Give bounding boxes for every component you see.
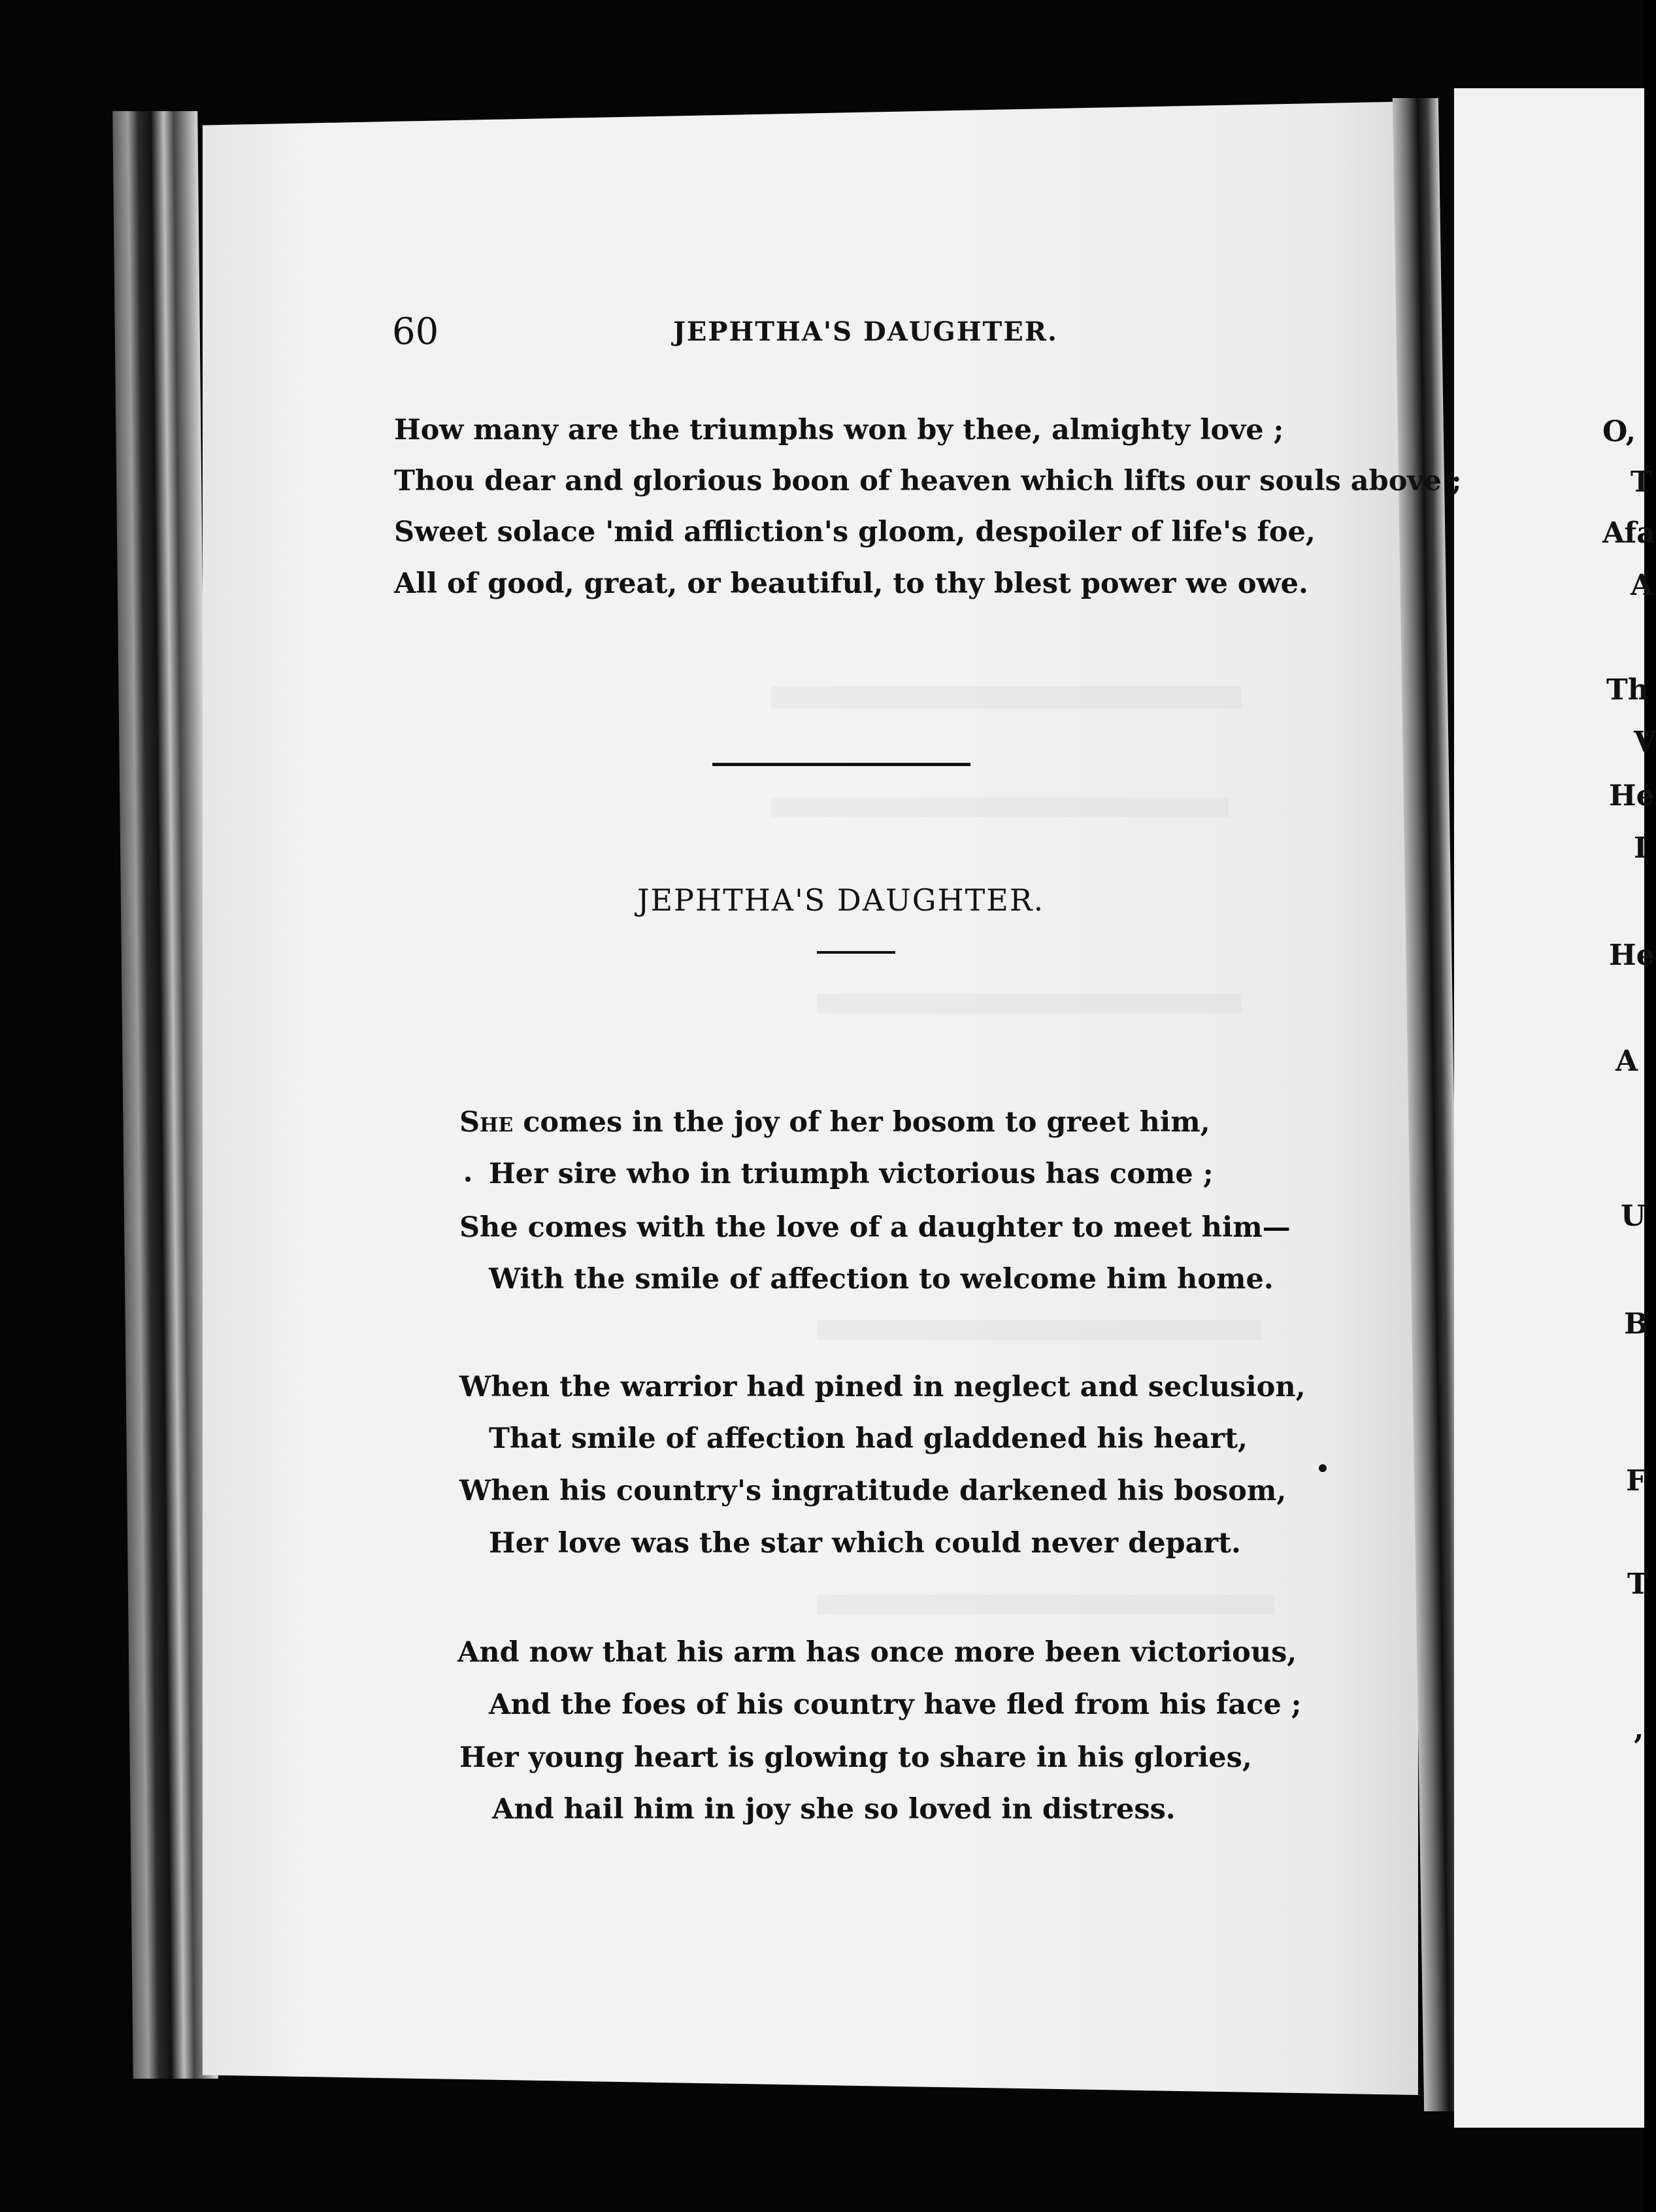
poem-line <box>459 1106 1210 1139</box>
facing-page-fragment: Th <box>1606 673 1649 707</box>
closing-stanza-line: All of good, great, or beautiful, to thy blest power we owe. <box>394 567 1308 600</box>
poem-line: With the smile of affection to welcome him home. <box>489 1263 1274 1296</box>
right-page-fragment <box>1454 88 1647 2128</box>
facing-page-fragment: O, <box>1602 415 1636 448</box>
poem-line: When the warrior had pined in neglect and seclusion, <box>459 1371 1306 1403</box>
bleed-through-shadow <box>817 994 1242 1013</box>
bleed-through-shadow <box>771 797 1229 817</box>
poem-line: Her young heart is glowing to share in his glories, <box>459 1741 1252 1774</box>
facing-page-fragment: V <box>1634 726 1656 759</box>
poem-line: Her love was the star which could never depart. <box>489 1527 1241 1560</box>
facing-page-fragment: A <box>1631 569 1653 602</box>
poem-line: She comes with the love of a daughter to meet him— <box>459 1211 1291 1244</box>
facing-page-fragment: U <box>1621 1199 1646 1233</box>
poem-line: And the foes of his country have fled from his face ; <box>489 1688 1302 1721</box>
bleed-through-shadow <box>771 686 1242 709</box>
book-binding-edge <box>112 111 218 2079</box>
closing-stanza-line: How many are the triumphs won by thee, almighty love ; <box>394 414 1284 446</box>
facing-page-fragment: F <box>1626 1464 1647 1498</box>
title-underline-rule <box>817 951 895 954</box>
facing-page-fragment: , <box>1634 1713 1644 1746</box>
poem-line: And hail him in joy she so loved in distress. <box>492 1793 1176 1826</box>
facing-page-fragment: He <box>1609 939 1655 972</box>
facing-page-fragment: T <box>1627 1567 1649 1601</box>
section-divider-rule <box>712 763 970 766</box>
bleed-through-shadow <box>817 1595 1274 1615</box>
poem-title: JEPHTHA'S DAUGHTER. <box>637 882 1045 918</box>
poem-line: When his country's ingratitude darkened his bosom, <box>459 1475 1287 1507</box>
facing-page-fragment: A <box>1615 1045 1638 1078</box>
page-number: 60 <box>392 310 439 353</box>
facing-page-fragment: He <box>1609 779 1655 813</box>
poem-line-rest: comes in the joy of her bosom to greet him, <box>513 1106 1210 1139</box>
facing-page-fragment: T <box>1631 465 1652 499</box>
facing-page-fragment: I <box>1634 831 1648 865</box>
ink-speck <box>1319 1464 1327 1472</box>
facing-page-fragment: Afa <box>1602 516 1655 550</box>
closing-stanza-line: Sweet solace 'mid affliction's gloom, despoiler of life's foe, <box>394 516 1316 548</box>
small-caps-opening-word: She <box>459 1106 514 1139</box>
closing-stanza-line: Thou dear and glorious boon of heaven which lifts our souls above ; <box>394 465 1462 497</box>
bleed-through-shadow <box>817 1320 1261 1340</box>
poem-line: Her sire who in triumph victorious has come ; <box>489 1158 1214 1190</box>
facing-page-fragment: B <box>1624 1307 1649 1341</box>
poem-line: That smile of affection had gladdened his heart, <box>489 1422 1248 1455</box>
poem-line: And now that his arm has once more been victorious, <box>457 1636 1297 1669</box>
running-head: JEPHTHA'S DAUGHTER. <box>673 316 1058 347</box>
ink-speck <box>465 1177 471 1182</box>
